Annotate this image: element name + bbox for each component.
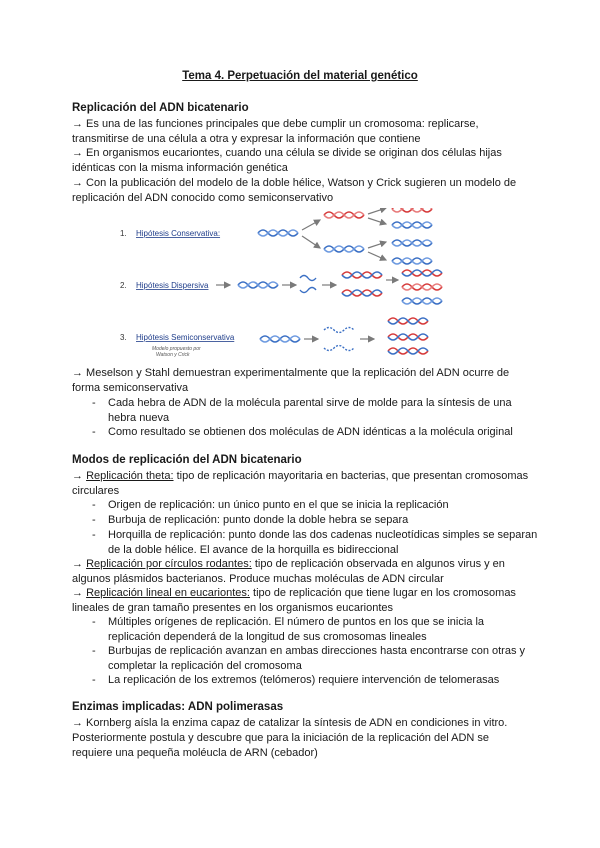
h2-parent-helix <box>238 282 278 288</box>
paragraph-watson-crick: → Con la publicación del modelo de la doble hélice, Watson y Crick sugieren un modelo de replicación del ADN conocido como semiconservativo <box>72 177 517 204</box>
paragraph-lineal-eucariontes <box>72 586 532 616</box>
theta-description: tipo de replicación mayoritaria en bacterias, que presentan cromosomas circulares <box>72 470 529 497</box>
h1-label: Hipótesis Conservativa: <box>136 229 221 238</box>
list-item-text: La replicación de los extremos (telómeros) requiere intervención de telomerasas <box>108 674 500 686</box>
h1-gen2-helix-b <box>392 222 432 228</box>
list-item <box>92 528 538 558</box>
replication-hypotheses-figure <box>112 208 452 368</box>
paragraph-eucariontes: → En organismos eucariontes, cuando una célula se divide se originan dos células hijas idénticas con la misma información genética <box>72 147 502 174</box>
h1-gen2-helix-d <box>392 258 432 264</box>
h3-gen1-helix-b <box>388 334 428 340</box>
list-dash: - <box>92 645 96 657</box>
h3-gen1-helix-c <box>388 348 428 354</box>
list-item-text: Horquilla de replicación: punto donde las dos cadenas nucleotídicas simples se separan de la doble hélice. El avance de la horquilla es bidireccional <box>108 529 538 556</box>
h1-number: 1. <box>120 229 127 238</box>
h3-label: Hipótesis Semiconservativa <box>136 333 235 342</box>
arrow-glyph: → <box>72 558 87 570</box>
term-theta: Replicación theta: <box>86 470 174 482</box>
heading-replicacion: Replicación del ADN bicatenario <box>72 102 249 114</box>
paragraph-circulos-rodantes <box>72 557 532 587</box>
list-item-text: Cada hebra de ADN de la molécula parental sirve de molde para la síntesis de una hebra nueva <box>108 397 512 424</box>
list-item <box>92 425 538 440</box>
h1-gen1-helix-a <box>324 212 364 218</box>
paragraph-meselson-stahl: → Meselson y Stahl demuestran experimentalmente que la replicación del ADN ocurre de forma semiconservativa <box>72 367 510 394</box>
h3-parent-helix <box>260 336 300 342</box>
h1-parent-helix <box>258 230 298 236</box>
h2-number: 2. <box>120 281 127 290</box>
arrow-glyph: → <box>72 587 87 599</box>
list-dash: - <box>92 529 96 541</box>
list-item <box>92 498 538 513</box>
h3-gen1-helix-a <box>388 318 428 324</box>
paragraph-kornberg: → Kornberg aísla la enzima capaz de catalizar la síntesis de ADN en condiciones in vitro. Posteriormente postula y descubre que para la iniciación de la replicación del ADN se requiere una pequeña moléucla de ARN (cebador) <box>72 717 508 759</box>
h3-note-line1: Modelo propuesto por <box>152 346 201 352</box>
list-item-text: Como resultado se obtienen dos moléculas de ADN idénticas a la molécula original <box>108 426 513 438</box>
list-item <box>92 513 538 528</box>
list-item-text: Múltiples orígenes de replicación. El número de puntos en los que se inicia la replicación dependerá de la longitud de sus cromosomas lineales <box>108 616 485 643</box>
heading-modos-replicacion: Modos de replicación del ADN bicatenario <box>72 454 302 466</box>
list-item <box>92 644 538 674</box>
h1-gen1-helix-b <box>324 246 364 252</box>
arrow-glyph: → <box>72 470 87 482</box>
h1-gen2-helix-c <box>392 240 432 246</box>
heading-enzimas: Enzimas implicadas: ADN polimerasas <box>72 701 284 713</box>
list-dash: - <box>92 499 96 511</box>
list-dash: - <box>92 397 96 409</box>
list-item-text: Origen de replicación: un único punto en el que se inicia la replicación <box>108 499 449 511</box>
paragraph-funciones: → Es una de las funciones principales que debe cumplir un cromosoma: replicarse, transmitirse de una célula a otra y expresar la información que contiene <box>72 118 479 145</box>
h3-number: 3. <box>120 333 127 342</box>
paragraph-theta <box>72 469 532 499</box>
h3-note-line2: Watson y Crick <box>156 352 190 358</box>
list-dash: - <box>92 514 96 526</box>
h2-gen2-helix-c <box>402 298 442 304</box>
list-item <box>92 673 538 688</box>
h2-label: Hipótesis Dispersiva <box>136 281 209 290</box>
h2-gen1-helix-a <box>342 272 382 278</box>
list-item <box>92 615 538 645</box>
list-item-text: Burbuja de replicación: punto donde la doble hebra se separa <box>108 514 409 526</box>
list-dash: - <box>92 426 96 438</box>
term-circulos-rodantes: Replicación por círculos rodantes: <box>86 558 252 570</box>
circulos-rodantes-description: tipo de replicación observada en algunos virus y en algunos plásmidos bacterianos. Produce muchas moléculas de ADN circular <box>72 558 505 585</box>
list-item-text: Burbujas de replicación avanzan en ambas direcciones hasta encontrarse con otras y completar la replicación del cromosoma <box>108 645 526 672</box>
h1-gen2-helix-a <box>392 208 432 212</box>
list-dash: - <box>92 616 96 628</box>
h2-gen2-helix-b <box>402 284 442 290</box>
list-item <box>92 396 538 426</box>
h2-gen2-helix-a <box>402 270 442 276</box>
h2-gen1-helix-b <box>342 290 382 296</box>
term-lineal-eucariontes: Replicación lineal en eucariontes: <box>86 587 250 599</box>
lineal-eucariontes-description: tipo de replicación que tiene lugar en los cromosomas lineales de gran tamaño presentes en los organismos eucariontes <box>72 587 516 614</box>
list-dash: - <box>92 674 96 686</box>
page-title: Tema 4. Perpetuación del material genético <box>182 70 418 82</box>
